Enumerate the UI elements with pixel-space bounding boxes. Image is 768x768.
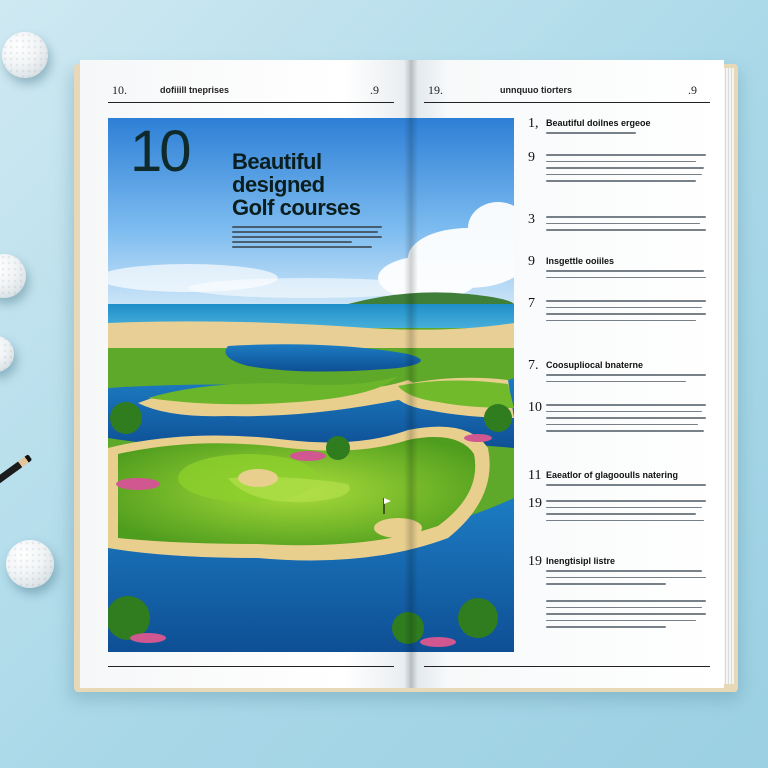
title-line: Golf courses	[232, 195, 361, 220]
right-header-label: unnquuo tiorters	[500, 85, 572, 95]
golf-ball-icon	[0, 254, 26, 298]
intro-paragraph-lines	[232, 226, 382, 251]
left-header-label: dofiiill tneprises	[160, 85, 230, 95]
right-footer-rule	[424, 666, 710, 667]
right-header-page: .9	[688, 83, 697, 97]
feature-number: 10	[130, 119, 189, 184]
book-spine	[404, 60, 418, 688]
title-line: Beautiful	[232, 149, 322, 174]
golf-ball-icon	[6, 540, 54, 588]
left-header-rule	[108, 102, 394, 103]
left-header-number: 10.	[112, 83, 127, 97]
left-footer-rule	[108, 666, 394, 667]
feature-title	[232, 150, 360, 219]
golf-ball-icon	[0, 336, 14, 372]
pencil-icon	[0, 454, 32, 496]
title-line: designed	[232, 172, 325, 197]
left-header-page: .9	[370, 83, 379, 97]
golf-ball-icon	[2, 32, 48, 78]
right-header-rule	[424, 102, 710, 103]
right-header-number: 19.	[428, 83, 443, 97]
